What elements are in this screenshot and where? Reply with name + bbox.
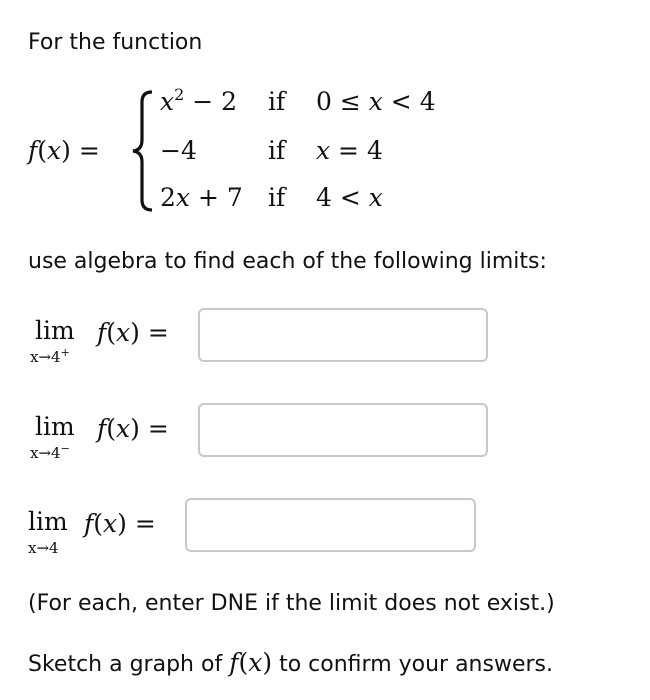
piece-2-expr: −4 xyxy=(160,136,197,165)
limit-approach-right: x→4+ xyxy=(30,346,70,366)
piece-1-expr: $x^2 - 2$ xyxy=(160,85,238,116)
dne-note: (For each, enter DNE if the limit does not exist.) xyxy=(28,591,555,616)
piece-1-condition: 0 ≤ x < 4 xyxy=(316,87,436,116)
piece-3-expr: 2x + 7 xyxy=(160,183,243,212)
limit-expr: f(x) = xyxy=(97,318,169,347)
piece-2-condition: x = 4 xyxy=(316,136,383,165)
instruction-text: use algebra to find each of the following limits: xyxy=(28,249,547,274)
left-brace-icon xyxy=(130,88,156,214)
sketch-math: f(x) xyxy=(229,648,273,677)
piece-3-condition: 4 < x xyxy=(316,183,383,212)
two-sided-limit-answer-input[interactable] xyxy=(185,498,476,552)
lim-label: lim xyxy=(35,316,75,345)
limit-expr: f(x) = xyxy=(97,414,169,443)
left-limit-answer-input[interactable] xyxy=(198,403,488,457)
function-lhs: f(x) = xyxy=(28,136,100,165)
piece-2-if: if xyxy=(268,136,286,165)
lim-label: lim xyxy=(35,412,75,441)
limit-expr: f(x) = xyxy=(84,509,156,538)
lim-label: lim xyxy=(28,507,68,536)
sketch-instruction: Sketch a graph of f(x) to confirm your answers. xyxy=(28,648,553,677)
piece-3-if: if xyxy=(268,183,286,212)
right-limit-answer-input[interactable] xyxy=(198,308,488,362)
piece-1-if: if xyxy=(268,87,286,116)
limit-approach-left: x→4− xyxy=(30,442,70,462)
intro-text: For the function xyxy=(28,30,203,55)
limit-approach-two-sided: x→4 xyxy=(28,539,59,557)
